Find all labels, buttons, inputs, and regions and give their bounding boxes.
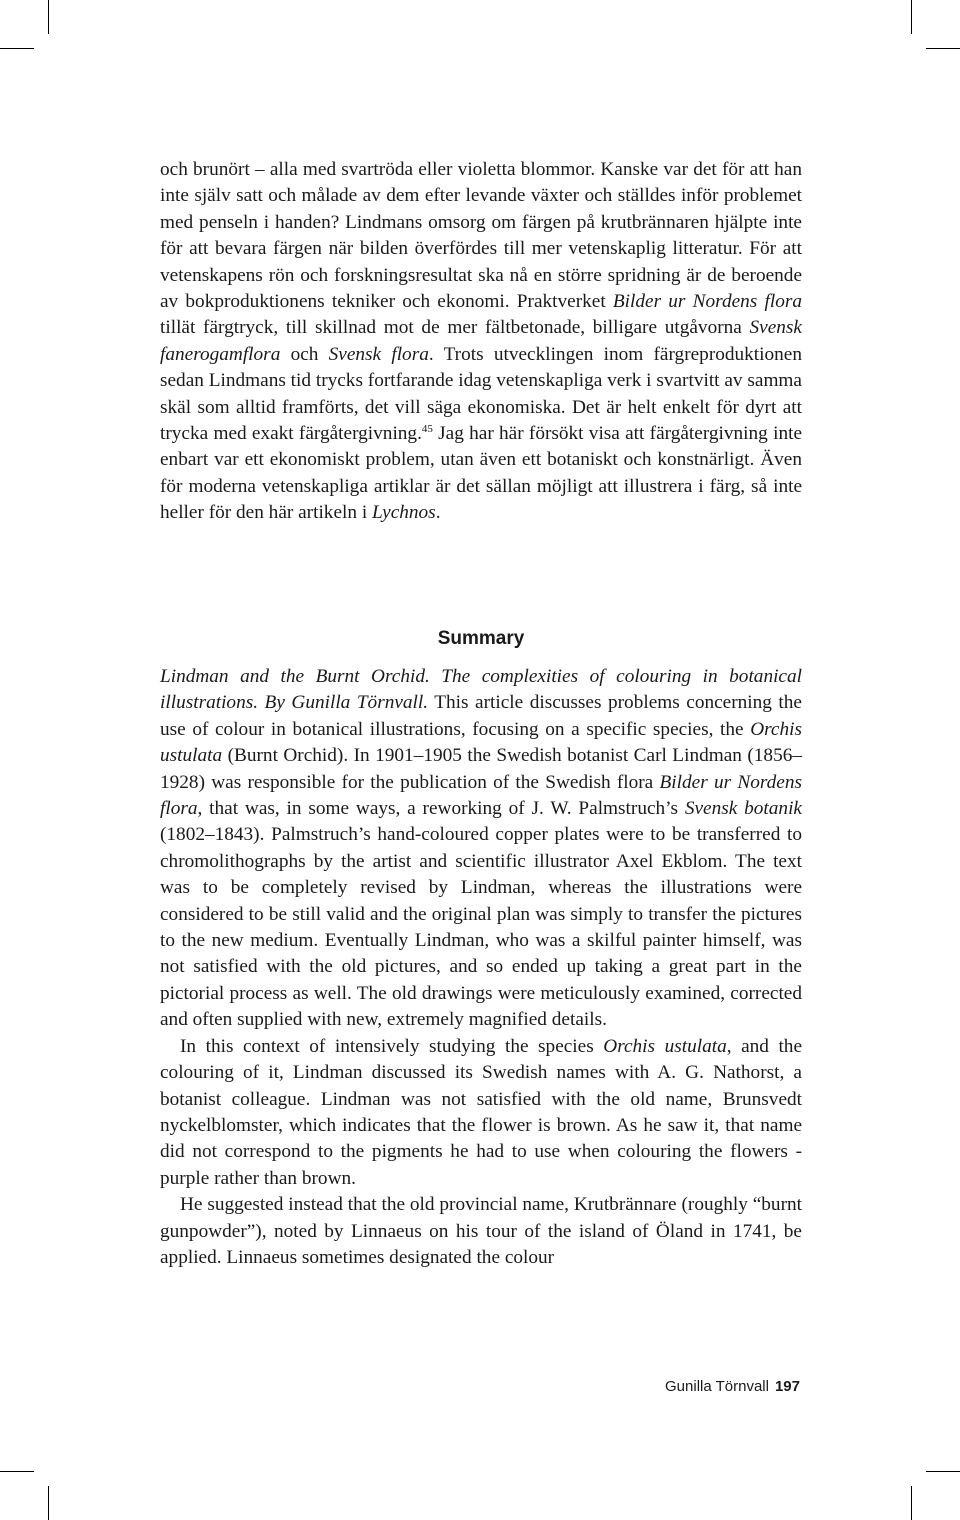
page-footer <box>665 1377 800 1397</box>
italic-run: Bilder ur Nordens flora <box>160 771 802 820</box>
italic-run: Svensk flora <box>328 343 429 365</box>
text-run: . Trots utvecklingen inom färgreproduktionen sedan Lindmans tid trycks fortfarande idag vetenskapliga verk i svartvitt av samma skäl som alltid framförts, det vill säga ekonomiska. Det är helt enkelt för dyrt att trycka med exakt färgåtergivning. <box>160 343 802 445</box>
crop-mark-bottom-right-vertical <box>911 1486 912 1520</box>
text-run: Jag har här försökt visa att färgåtergivning inte enbart var ett ekonomiskt problem, utan även ett botaniskt och konstnärligt. Även för moderna vetenskapliga artiklar är det sällan möjligt att illustrera i färg, så inte heller för den här artikeln i <box>160 423 802 524</box>
text-run: This article discusses problems concerning the use of colour in botanical illustrations, focusing on a specific species, the <box>160 692 802 740</box>
text-run: In this context of intensively studying the species <box>180 1035 604 1057</box>
text-run: . <box>435 502 441 524</box>
summary-heading: Summary <box>437 628 525 649</box>
text-run: (Burnt Orchid). In 1901–1905 the Swedish botanist Carl Lindman (1856–1928) was responsible for the publication of the Swedish flora <box>160 745 802 793</box>
page-number: 197 <box>774 1378 800 1395</box>
text-run: och <box>280 343 329 365</box>
text-run: och brunört – alla med svartröda eller violetta blommor. Kanske var det för att han inte själv satt och målade av dem efter levande växter och ställdes inför problemet med penseln i handen? <box>160 159 802 233</box>
italic-run: Svensk fanerogamflora <box>160 317 802 365</box>
italic-run: Orchis ustulata <box>160 718 802 767</box>
english-summary-text <box>160 664 802 1271</box>
paragraph <box>160 664 802 1034</box>
crop-mark-top-right-horizontal <box>926 48 960 49</box>
crop-mark-bottom-left-vertical <box>48 1486 49 1520</box>
text-run: (1802–1843). Palmstruch’s hand-coloured copper plates were to be transferred to chromolithographs by the artist and scientific illustrator Axel Ekblom. The text was to be completely revised by Lindman, whereas the illustrations were considered to be still valid and the original plan was simply to transfer the pictures to the new medium. Eventually Lindman, who was a skilful painter himself, was not satisfied with the old pictures, and so ended up taking a great part in the pictorial process as well. The old drawings were meticulously examined, corrected and often supplied with new, extremely magnified details. <box>160 824 802 1031</box>
paragraph <box>160 1034 802 1192</box>
paragraph <box>160 1192 802 1271</box>
footnote-marker: 45 <box>421 423 433 436</box>
italic-run: Orchis ustulata <box>603 1035 727 1057</box>
text-run: Lindmans omsorg om färgen på krutbrännaren hjälpte inte för att bevara färgen när bilden överfördes till mer vetenskaplig litteratur. För att vetenskapens rön och forskningsresultat ska nå en större spridning är de beroende av bokproduktionens tekniker och ekonomi. Praktverket <box>160 211 802 313</box>
italic-run: Lindman and the Burnt Orchid. The complexities of colouring in botanical illustrations. By Gunilla Törnvall. <box>160 666 802 714</box>
paragraph <box>160 157 802 527</box>
italic-run: Svensk botanik <box>684 798 802 820</box>
crop-mark-top-left-vertical <box>48 0 49 34</box>
swedish-body-text <box>160 157 802 527</box>
crop-mark-bottom-left-horizontal <box>0 1471 34 1472</box>
text-run: He suggested instead that the old provincial name, Krutbrännare (roughly “burnt gunpowder”), noted by Linnaeus on his tour of the island of Öland in 1741, be applied. Linnaeus sometimes designated the colour <box>160 1194 802 1268</box>
crop-mark-top-left-horizontal <box>0 48 34 49</box>
text-run: , that was, in some ways, a reworking of J. W. Palmstruch’s <box>197 798 685 820</box>
text-run: tillät färgtryck, till skillnad mot de mer fältbetonade, billigare utgåvorna <box>160 317 750 339</box>
crop-mark-top-right-vertical <box>911 0 912 34</box>
text-run: , and the colouring of it, Lindman discussed its Swedish names with A. G. Nathorst, a botanist colleague. Lindman was not satisfied with the old name, Brunsvedt nyckelblomster, which indicates that the flower is brown. As he saw it, that name did not correspond to the pigments he had to use when colouring the flowers - purple rather than brown. <box>160 1035 803 1189</box>
italic-run: Bilder ur Nordens flora <box>612 291 802 313</box>
footer-author: Gunilla Törnvall <box>665 1378 769 1395</box>
italic-run: Lychnos <box>372 502 436 524</box>
crop-mark-bottom-right-horizontal <box>926 1471 960 1472</box>
